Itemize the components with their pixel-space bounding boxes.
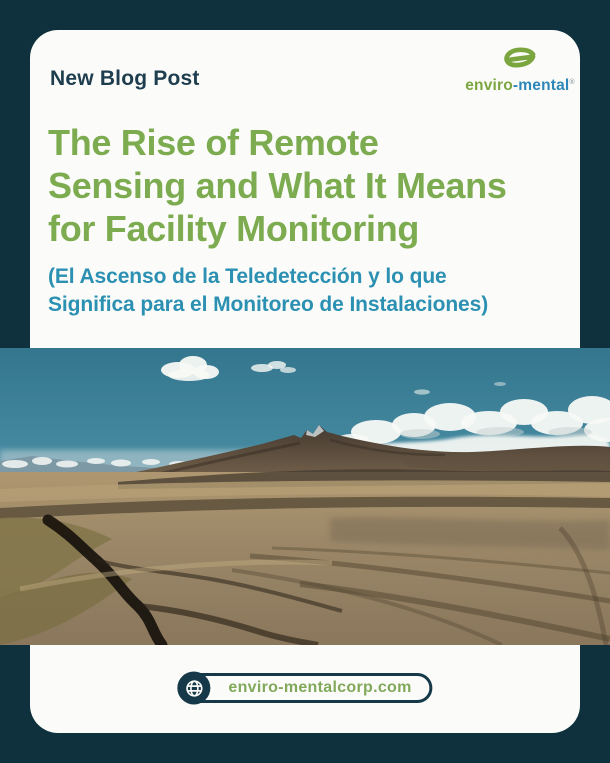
registered-mark: ® [569, 78, 575, 86]
brand-wordmark [465, 77, 575, 95]
subtitle-line: (El Ascenso de la Teledetección y lo que [48, 265, 447, 288]
landscape-illustration [0, 348, 610, 645]
subtitle-line: Significa para el Monitoreo de Instalaciones) [48, 293, 489, 316]
headline [48, 121, 563, 250]
website-pill[interactable] [177, 673, 432, 703]
eyebrow-label: New Blog Post [50, 67, 200, 90]
landscape-photo [0, 348, 610, 645]
wordmark-blue: -mental [512, 77, 570, 94]
wordmark-green: enviro [465, 77, 513, 94]
website-url: enviro-mentalcorp.com [228, 679, 412, 696]
globe-icon [177, 672, 210, 705]
headline-translation [48, 263, 563, 319]
headline-line: The Rise of Remote [48, 122, 379, 163]
brand-logo [465, 46, 575, 95]
enviro-mental-e-icon [499, 46, 541, 74]
headline-line: for Facility Monitoring [48, 208, 420, 249]
headline-line: Sensing and What It Means [48, 165, 507, 206]
